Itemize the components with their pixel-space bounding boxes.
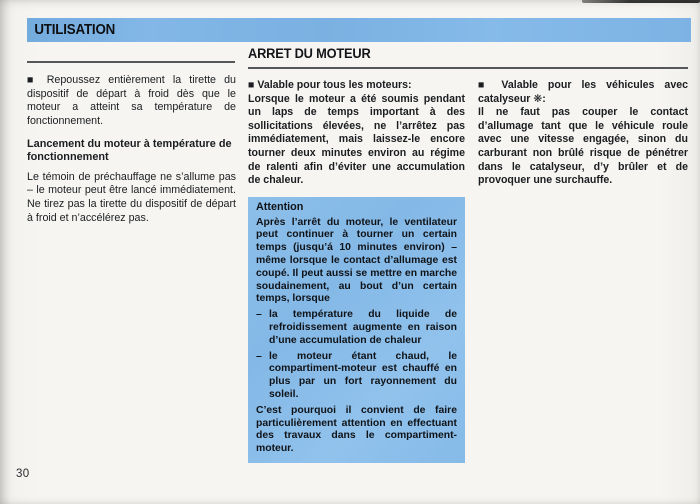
attention-bullet-1-text: la température du liquide de refroidissement augmente en raison d’une accumulation de chaleur <box>269 309 457 346</box>
left-column-rule <box>27 61 235 63</box>
left-column <box>27 74 236 225</box>
left-body-paragraph: Le témoin de préchauffage ne s’allume pas – le moteur peut être lancé immédiatement. Ne tirez pas la tirette du dispositif de départ à froid et n’accélérez pas. <box>27 170 236 224</box>
right-body-paragraph: Il ne faut pas couper le contact d’allumage tant que le véhicule roule avec une vitesse engagée, sinon du carburant non brûlé risque de pénétrer dans le catalyseur, d’y brûler et de provoquer une surchauffe. <box>478 106 688 187</box>
right-subheading: ■ Valable pour les véhicules avec catalyseur ❋: <box>478 79 688 105</box>
attention-bullet-1 <box>256 309 457 347</box>
right-column <box>478 79 688 188</box>
left-subheading: Lancement du moteur à température de fonctionnement <box>27 137 232 164</box>
page-number: 30 <box>16 468 30 480</box>
attention-conclusion: C’est pourquoi il convient de faire particulièrement attention en effectuant des travaux dans le compartiment-moteur. <box>256 404 457 455</box>
section-title: UTILISATION <box>34 22 116 38</box>
attention-bullet-2 <box>256 351 457 402</box>
middle-subheading: ■ Valable pour tous les moteurs: <box>248 79 412 91</box>
section-banner <box>27 18 691 42</box>
attention-box <box>248 197 465 463</box>
middle-body-paragraph: Lorsque le moteur a été soumis pendant un laps de temps important à des sollicitations élevées, ne l’arrêtez pas immédiatement, mais laissez-le encore tourner deux minutes environ au régime de ralenti afin d’éviter une accumulation de chaleur. <box>248 92 465 187</box>
article-heading-rule <box>248 67 688 69</box>
dash-bullet-icon: – <box>256 350 262 362</box>
attention-title: Attention <box>256 200 304 213</box>
attention-body: Après l’arrêt du moteur, le ventilateur peut continuer à tourner un certain temps (jusqu’á 10 minutes environ) – même lorsque le contact d’allumage est coupé. Il peut aussi se mettre en marche soudainement, au bout d’un certain temps, lorsque <box>256 216 457 305</box>
article-heading: ARRET DU MOTEUR <box>248 46 371 61</box>
dash-bullet-icon: – <box>256 309 262 321</box>
attention-bullet-2-text: le moteur étant chaud, le compartiment-moteur est chauffé en plus par un fort rayonnement du soleil. <box>269 350 457 400</box>
scan-artifact-top-edge <box>582 0 700 3</box>
middle-column <box>248 79 465 463</box>
left-intro-paragraph: ■ Repoussez entièrement la tirette du dispositif de départ à froid dès que le moteur a atteint sa température de fonctionnement. <box>27 74 236 128</box>
